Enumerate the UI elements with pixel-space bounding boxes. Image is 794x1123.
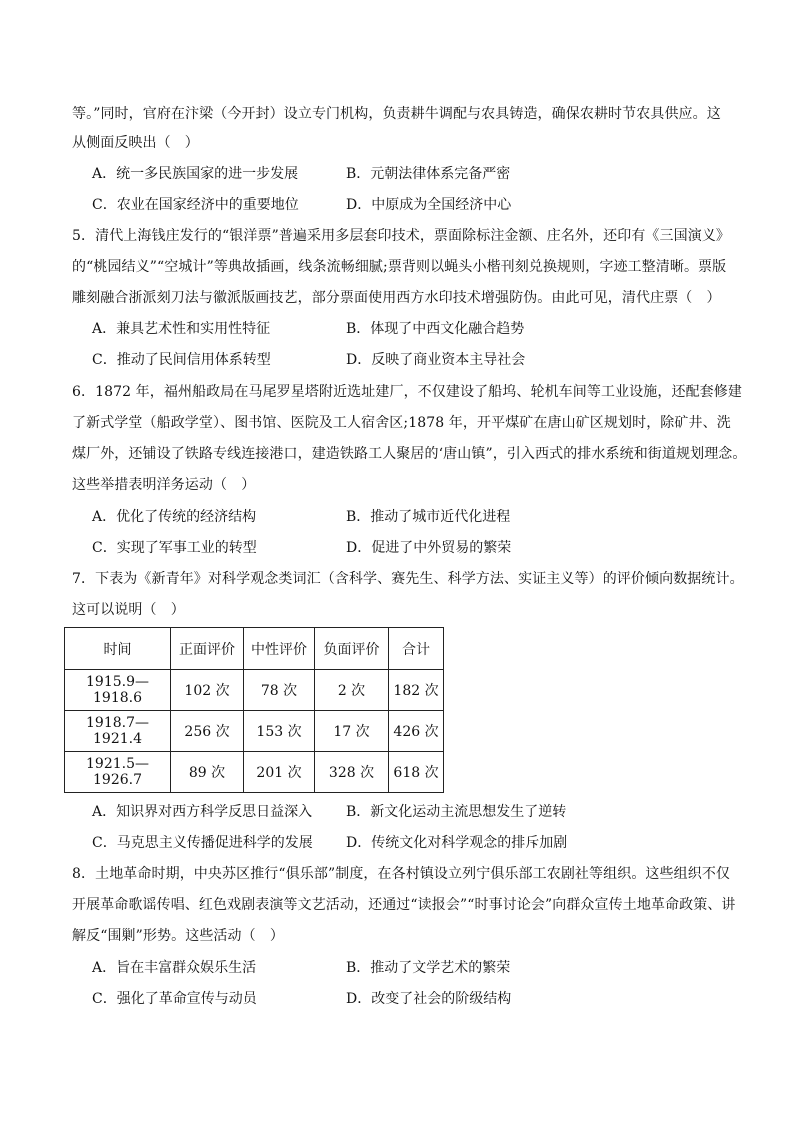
q8-stem-line-2: 开展革命歌谣传唱、红色戏剧表演等文艺活动，还通过“读报会”“时事讨论会”向群众宣传土地革命政策、讲 xyxy=(72,897,736,913)
q6-option-a: A．优化了传统的经济结构 xyxy=(92,509,257,525)
table-row xyxy=(65,711,444,752)
table-cell: 78 次 xyxy=(244,670,315,711)
q8-option-a: A．旨在丰富群众娱乐生活 xyxy=(92,960,257,976)
q6-stem-line-1: 6．1872 年，福州船政局在马尾罗星塔附近选址建厂，不仅建设了船坞、轮机车间等工业设施，还配套修建 xyxy=(72,384,742,400)
table-cell: 2 次 xyxy=(315,670,389,711)
table-cell: 201 次 xyxy=(244,752,315,793)
table-header-row xyxy=(65,628,444,670)
q6-option-d: D．促进了中外贸易的繁荣 xyxy=(346,540,512,556)
table-cell: 426 次 xyxy=(389,711,444,752)
table-header-cell: 合计 xyxy=(389,628,444,670)
q4-option-b: B．元朝法律体系完备严密 xyxy=(346,166,511,182)
q8-option-c: C．强化了革命宣传与动员 xyxy=(92,991,257,1007)
q5-option-b: B．体现了中西文化融合趋势 xyxy=(346,321,525,337)
q5-option-a: A．兼具艺术性和实用性特征 xyxy=(92,321,271,337)
table-cell: 328 次 xyxy=(315,752,389,793)
table-header-cell: 负面评价 xyxy=(315,628,389,670)
q4-stem-line-1: 等。”同时，官府在汴梁（今开封）设立专门机构，负责耕牛调配与农具铸造，确保农耕时节农具供应。这 xyxy=(72,106,721,122)
q6-stem-line-2: 了新式学堂（船政学堂）、图书馆、医院及工人宿舍区;1878 年，开平煤矿在唐山矿区规划时，除矿井、洗 xyxy=(72,415,731,431)
table-row xyxy=(65,670,444,711)
q4-option-a: A．统一多民族国家的进一步发展 xyxy=(92,166,299,182)
q5-stem-line-3: 雕刻融合浙派刻刀法与徽派版画技艺，部分票面使用西方水印技术增强防伪。由此可见，清代庄票（ ） xyxy=(72,290,721,306)
q5-stem-line-1: 5．清代上海钱庄发行的“银洋票”普遍采用多层套印技术，票面除标注金额、庄名外，还印有《三国演义》 xyxy=(72,228,731,244)
table-header-cell: 时间 xyxy=(65,628,171,670)
table-header-cell: 正面评价 xyxy=(171,628,244,670)
q7-option-d: D．传统文化对科学观念的排斥加剧 xyxy=(346,835,568,851)
table-cell: 256 次 xyxy=(171,711,244,752)
q7-option-b: B．新文化运动主流思想发生了逆转 xyxy=(346,804,567,820)
q8-option-b: B．推动了文学艺术的繁荣 xyxy=(346,960,511,976)
q8-option-d: D．改变了社会的阶级结构 xyxy=(346,991,512,1007)
q4-option-d: D．中原成为全国经济中心 xyxy=(346,197,512,213)
table-cell: 1915.9—1918.6 xyxy=(65,670,171,711)
table-cell: 182 次 xyxy=(389,670,444,711)
q6-stem-line-4: 这些举措表明洋务运动（ ） xyxy=(72,477,256,493)
table-header-cell: 中性评价 xyxy=(244,628,315,670)
q7-stem-line-1: 7．下表为《新青年》对科学观念类词汇（含科学、赛先生、科学方法、实证主义等）的评价倾向数据统计。 xyxy=(72,571,744,587)
table-cell: 17 次 xyxy=(315,711,389,752)
q4-option-c: C．农业在国家经济中的重要地位 xyxy=(92,197,299,213)
q5-stem-line-2: 的“桃园结义”“空城计”等典故插画，线条流畅细腻;票背则以蝇头小楷刊刻兑换规则，字迹工整清晰。票版 xyxy=(72,259,727,275)
q7-stem-line-2: 这可以说明（ ） xyxy=(72,602,185,618)
q4-stem-line-2: 从侧面反映出（ ） xyxy=(72,135,199,151)
table-cell: 89 次 xyxy=(171,752,244,793)
q6-option-b: B．推动了城市近代化进程 xyxy=(346,509,511,525)
table-cell: 102 次 xyxy=(171,670,244,711)
q5-option-d: D．反映了商业资本主导社会 xyxy=(346,352,526,368)
q6-stem-line-3: 煤厂外，还铺设了铁路专线连接港口，建造铁路工人聚居的‘唐山镇”，引入西式的排水系统和街道规划理念。 xyxy=(72,446,747,462)
q8-stem-line-3: 解反“围剿”形势。这些活动（ ） xyxy=(72,928,284,944)
q7-option-c: C．马克思主义传播促进科学的发展 xyxy=(92,835,313,851)
q8-stem-line-1: 8．土地革命时期，中央苏区推行“俱乐部”制度，在各村镇设立列宁俱乐部工农剧社等组织。这些组织不仅 xyxy=(72,866,731,882)
q6-option-c: C．实现了军事工业的转型 xyxy=(92,540,257,556)
q5-option-c: C．推动了民间信用体系转型 xyxy=(92,352,271,368)
q7-option-a: A．知识界对西方科学反思日益深入 xyxy=(92,804,313,820)
q7-data-table xyxy=(64,627,444,793)
table-cell: 618 次 xyxy=(389,752,444,793)
table-row xyxy=(65,752,444,793)
table-cell: 1918.7—1921.4 xyxy=(65,711,171,752)
table-cell: 153 次 xyxy=(244,711,315,752)
table-cell: 1921.5—1926.7 xyxy=(65,752,171,793)
